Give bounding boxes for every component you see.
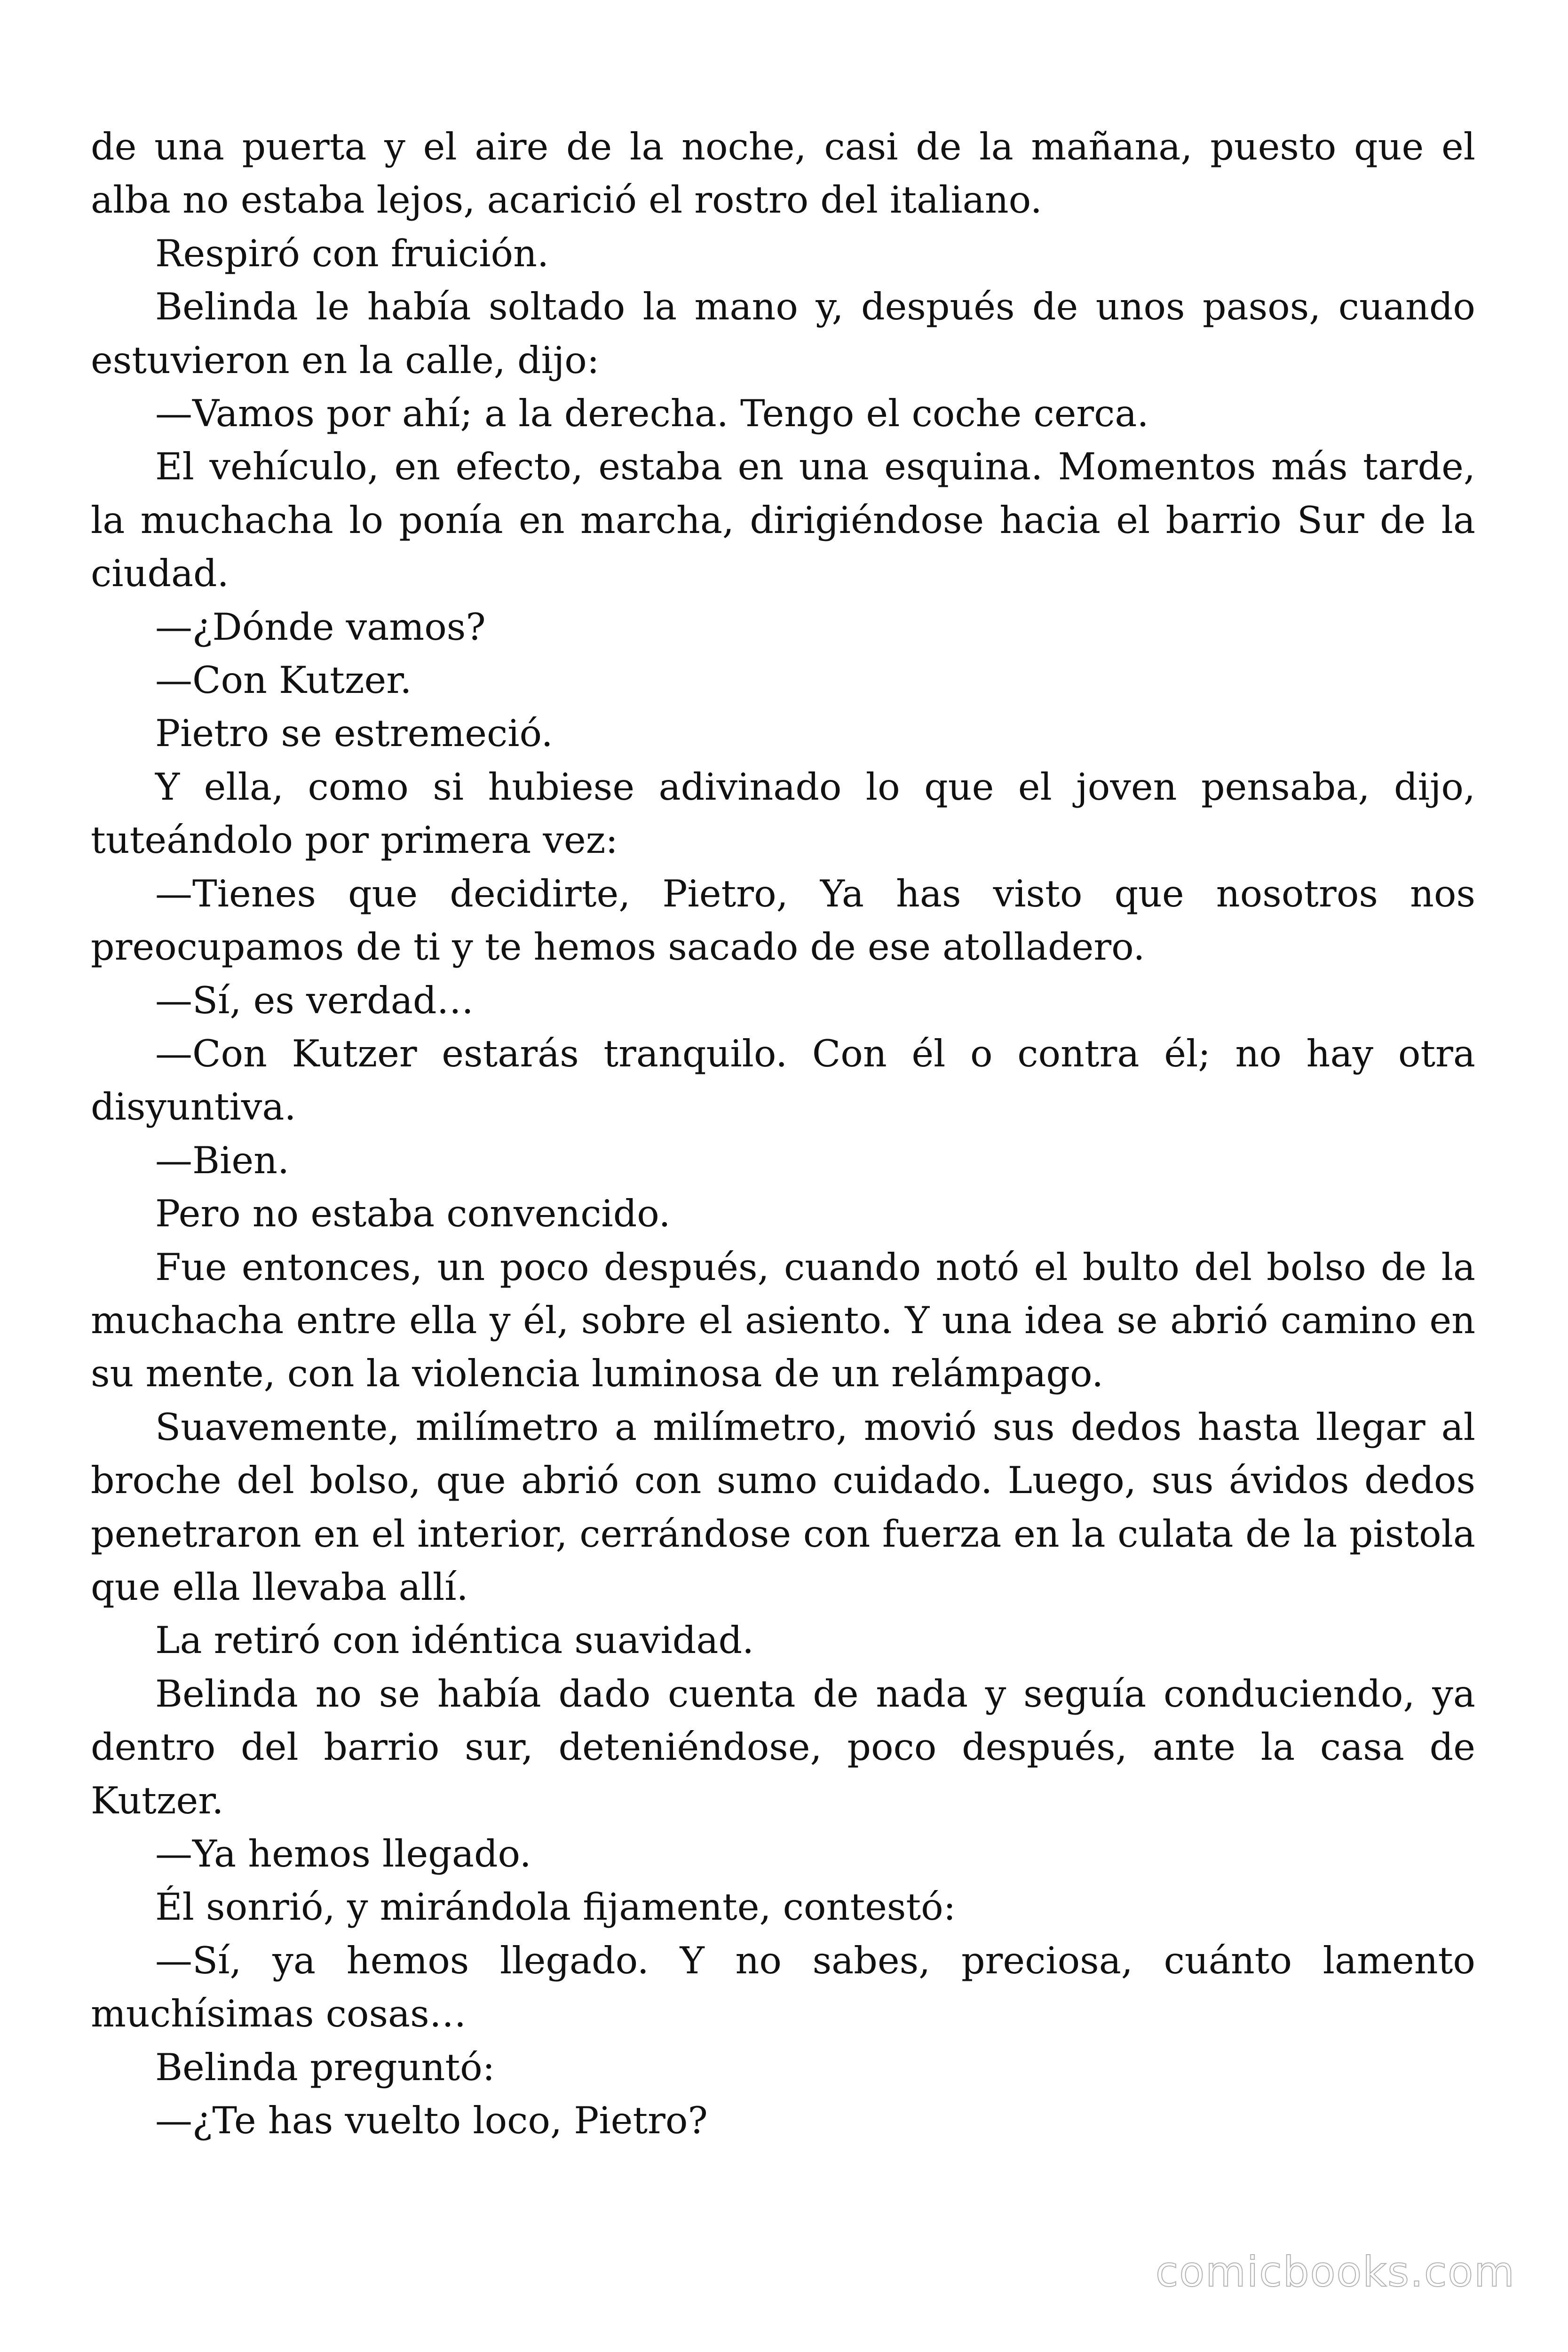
paragraph: Suavemente, milímetro a milímetro, movió sus dedos hasta llegar al broche del bolso, que abrió con sumo cuidado. Luego, sus ávidos dedos penetraron en el interior, cerrándose con fuerza en la culata de la pistola que ella llevaba allí. [91, 1405, 1475, 1609]
paragraph: —Sí, es verdad… [155, 978, 474, 1022]
paragraph: El vehículo, en efecto, estaba en una esquina. Momentos más tarde, la muchacha lo ponía en marcha, dirigiéndose hacia el barrio Sur de la ciudad. [91, 445, 1475, 596]
paragraph: de una puerta y el aire de la noche, casi de la mañana, puesto que el alba no estaba lejos, acarició el rostro del italiano. [91, 125, 1475, 222]
paragraph: Y ella, como si hubiese adivinado lo que el joven pensaba, dijo, tuteándolo por primera vez: [91, 765, 1475, 862]
paragraph: —Ya hemos llegado. [155, 1832, 531, 1875]
paragraph: —Con Kutzer estarás tranquilo. Con él o contra él; no hay otra disyuntiva. [91, 1032, 1475, 1129]
paragraph: —¿Dónde vamos? [155, 605, 486, 649]
paragraph: —Tienes que decidirte, Pietro, Ya has visto que nosotros nos preocupamos de ti y te hemos sacado de ese atolladero. [91, 872, 1475, 969]
paragraph: Él sonrió, y mirándola fijamente, contestó: [155, 1885, 956, 1929]
paragraph: Respiró con fruición. [155, 231, 549, 275]
paragraph: La retiró con idéntica suavidad. [155, 1619, 754, 1662]
paragraph: Pietro se estremeció. [155, 712, 553, 755]
paragraph: Belinda preguntó: [155, 2045, 495, 2089]
paragraph: —Con Kutzer. [155, 659, 412, 702]
paragraph: Belinda le había soltado la mano y, después de unos pasos, cuando estuvieron en la calle, dijo: [91, 285, 1475, 382]
paragraph: Pero no estaba convencido. [155, 1192, 671, 1236]
paragraph: Belinda no se había dado cuenta de nada y seguía conduciendo, ya dentro del barrio sur, deteniéndose, poco después, ante la casa de Kutzer. [91, 1672, 1475, 1822]
paragraph: —Sí, ya hemos llegado. Y no sabes, preciosa, cuánto lamento muchísimas cosas… [91, 1939, 1475, 2036]
paragraph: —¿Te has vuelto loco, Pietro? [155, 2099, 708, 2143]
paragraph: —Bien. [155, 1138, 290, 1182]
paragraph: Fue entonces, un poco después, cuando notó el bulto del bolso de la muchacha entre ella y él, sobre el asiento. Y una idea se abrió camino en su mente, con la violencia luminosa de un relámpago. [91, 1245, 1475, 1396]
watermark-text: comicbooks.com [1155, 2248, 1515, 2296]
paragraph: —Vamos por ahí; a la derecha. Tengo el coche cerca. [155, 392, 1149, 436]
page-text [91, 120, 1475, 2147]
